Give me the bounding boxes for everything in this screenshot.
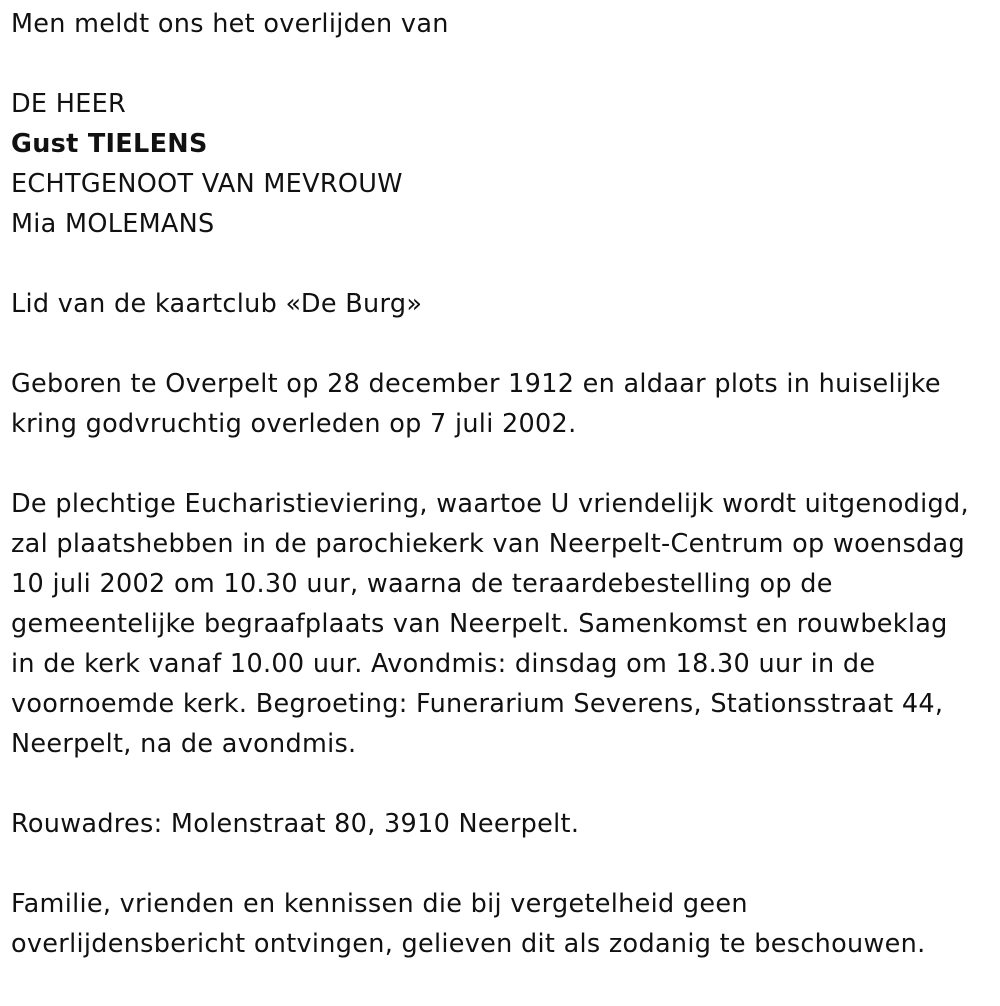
- birth-death-paragraph: [11, 364, 992, 444]
- spacer: [11, 844, 992, 884]
- spouse-label: ECHTGENOOT VAN MEVROUW: [11, 169, 403, 199]
- mourning-address: Rouwadres: Molenstraat 80, 3910 Neerpelt.: [11, 809, 580, 839]
- deceased-name: Gust TIELENS: [11, 129, 208, 159]
- spacer: [11, 244, 992, 284]
- spacer: [11, 444, 992, 484]
- intro-text: Men meldt ons het overlijden van: [11, 9, 449, 39]
- spacer: [11, 324, 992, 364]
- honorific-title: DE HEER: [11, 89, 127, 119]
- paragraph-line: Neerpelt, na de avondmis.: [11, 729, 357, 759]
- paragraph-line: 10 juli 2002 om 10.30 uur, waarna de teraardebestelling op de: [11, 569, 833, 599]
- paragraph-line: De plechtige Eucharistieviering, waartoe U vriendelijk wordt uitgenodigd,: [11, 489, 969, 519]
- spacer: [11, 764, 992, 804]
- paragraph-line: kring godvruchtig overleden op 7 juli 2002.: [11, 409, 577, 439]
- spouse-name: Mia MOLEMANS: [11, 209, 215, 239]
- paragraph-line: overlijdensbericht ontvingen, gelieven dit als zodanig te beschouwen.: [11, 929, 926, 959]
- club-membership: Lid van de kaartclub «De Burg»: [11, 289, 423, 319]
- spacer: [11, 44, 992, 84]
- paragraph-line: Familie, vrienden en kennissen die bij vergetelheid geen: [11, 889, 748, 919]
- paragraph-line: Geboren te Overpelt op 28 december 1912 en aldaar plots in huiselijke: [11, 369, 941, 399]
- paragraph-line: zal plaatshebben in de parochiekerk van Neerpelt-Centrum op woensdag: [11, 529, 965, 559]
- paragraph-line: in de kerk vanaf 10.00 uur. Avondmis: dinsdag om 18.30 uur in de: [11, 649, 876, 679]
- paragraph-line: voornoemde kerk. Begroeting: Funerarium Severens, Stationsstraat 44,: [11, 689, 944, 719]
- ceremony-paragraph: [11, 484, 992, 764]
- closing-paragraph: [11, 884, 992, 964]
- paragraph-line: gemeentelijke begraafplaats van Neerpelt. Samenkomst en rouwbeklag: [11, 609, 948, 639]
